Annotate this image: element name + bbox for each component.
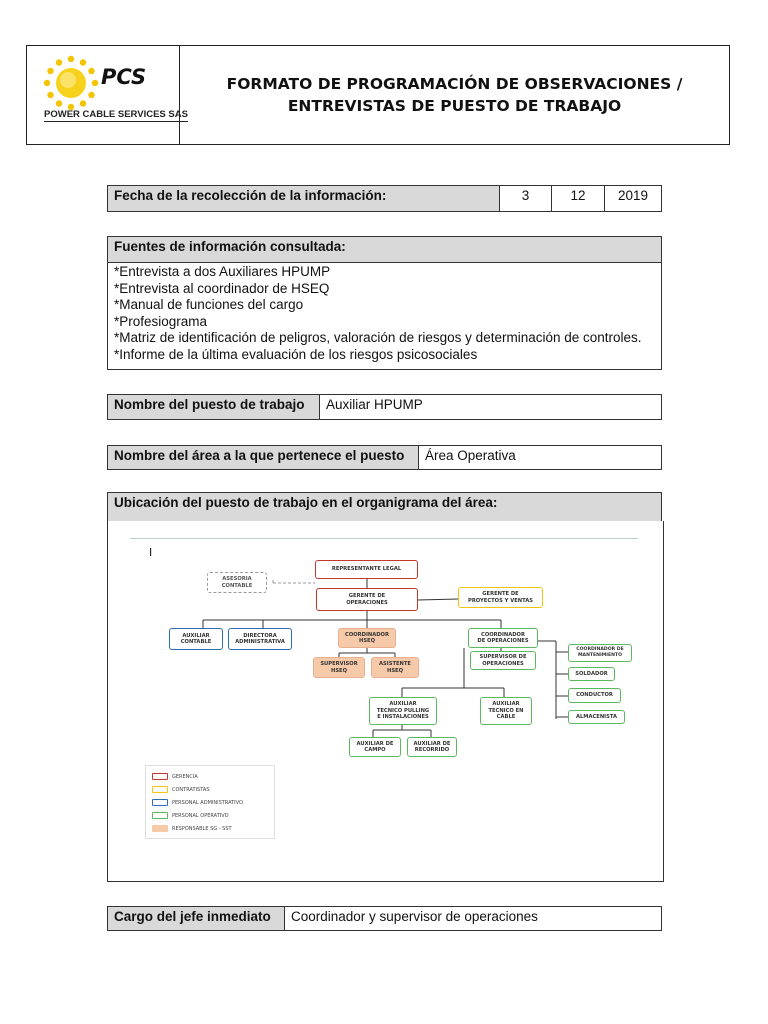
org-box-coord-operaciones — [468, 628, 538, 648]
legend-swatch — [152, 799, 168, 806]
org-text: CABLE — [496, 714, 516, 721]
legend-label: GERENCIA — [172, 774, 198, 780]
org-text: COORDINADOR — [481, 631, 525, 638]
org-box-asistente-hseq — [371, 657, 419, 678]
cursor-mark: I — [149, 546, 153, 559]
org-text: AUXILIAR — [182, 632, 210, 639]
fecha-label: Fecha de la recolección de la información: — [107, 185, 500, 212]
org-box-aux-contable — [169, 628, 223, 650]
list-item: *Profesiograma — [114, 313, 208, 329]
org-box-aux-campo — [349, 737, 401, 757]
org-box-gerente-proyectos — [458, 587, 543, 608]
org-text: TECNICO EN — [488, 707, 524, 714]
org-text: CONTABLE — [221, 582, 253, 589]
org-box-coord-mantenimiento — [568, 644, 632, 662]
org-text: HSEQ — [358, 638, 376, 644]
org-box-asesoria — [207, 572, 267, 593]
fuentes-list — [107, 262, 662, 370]
org-text: CAMPO — [364, 747, 386, 753]
org-text: AUXILIAR DE — [413, 740, 451, 747]
org-text: ASISTENTE — [379, 661, 411, 668]
org-text: CONTABLE — [180, 639, 212, 645]
organigrama — [107, 521, 664, 882]
legend-swatch — [152, 786, 168, 793]
list-item: *Informe de la última evaluación de los riesgos psicosociales — [114, 346, 478, 362]
title-line-2: ENTREVISTAS DE PUESTO DE TRABAJO — [287, 97, 622, 115]
list-item: *Entrevista a dos Auxiliares HPUMP — [114, 264, 331, 279]
org-text: OPERACIONES — [482, 660, 524, 667]
org-box-supervisor-operaciones — [470, 651, 536, 670]
logo-subtitle: POWER CABLE SERVICES SAS — [44, 109, 188, 120]
org-box-soldador: SOLDADOR — [568, 667, 615, 681]
document-title — [180, 46, 729, 144]
org-text: SUPERVISOR — [320, 661, 358, 668]
org-box-supervisor-hseq — [313, 657, 365, 678]
org-text: COORDINADOR — [345, 631, 389, 638]
fecha-year: 2019 — [604, 185, 662, 212]
org-box-representante: REPRESENTANTE LEGAL — [315, 560, 418, 579]
org-text: HSEQ — [330, 667, 348, 674]
jefe-label: Cargo del jefe inmediato — [107, 906, 285, 931]
fecha-month: 12 — [551, 185, 605, 212]
org-text: COORDINADOR DE — [576, 646, 624, 652]
org-text: MANTENIMIENTO — [577, 653, 623, 658]
org-text: E INSTALACIONES — [377, 714, 429, 721]
legend-label: RESPONSABLE SG - SST — [172, 826, 232, 832]
org-text: ASESORIA — [222, 576, 252, 583]
legend-label: PERSONAL OPERATIVO — [172, 813, 229, 819]
legend-swatch — [152, 773, 168, 780]
org-text: GERENTE DE — [348, 593, 386, 600]
org-box-almacenista: ALMACENISTA — [568, 710, 625, 724]
org-box-coord-hseq — [338, 628, 396, 648]
company-logo — [27, 46, 188, 144]
document-header — [26, 45, 730, 145]
org-box-directora — [228, 628, 292, 650]
org-box-aux-cable — [480, 697, 532, 725]
sun-icon — [41, 53, 101, 113]
org-box-gerente-operaciones — [316, 588, 418, 611]
puesto-label: Nombre del puesto de trabajo — [107, 394, 320, 420]
org-box-aux-recorrido — [407, 737, 457, 757]
jefe-value: Coordinador y supervisor de operaciones — [284, 906, 662, 931]
area-value: Área Operativa — [418, 445, 662, 470]
ubicacion-label: Ubicación del puesto de trabajo en el organigrama del área: — [107, 492, 662, 522]
fuentes-label: Fuentes de información consultada: — [107, 236, 662, 263]
legend-swatch — [152, 812, 168, 819]
org-text: AUXILIAR — [492, 701, 520, 708]
org-box-aux-pulling — [369, 697, 437, 725]
org-text: OPERACIONES — [346, 599, 388, 606]
legend-label: CONTRATISTAS — [172, 787, 210, 793]
list-item: *Matriz de identificación de peligros, valoración de riesgos y determinación de controles. — [114, 330, 642, 345]
org-text: GERENTE DE — [482, 591, 519, 598]
area-label: Nombre del área a la que pertenece el puesto — [107, 445, 419, 470]
org-text: RECORRIDO — [414, 747, 450, 753]
org-text: TECNICO PULLING — [376, 707, 430, 714]
logo-text: PCS — [101, 65, 147, 89]
fecha-day: 3 — [499, 185, 552, 212]
org-text: AUXILIAR DE — [356, 740, 394, 747]
org-box-conductor: CONDUCTOR — [568, 688, 621, 703]
org-text: PROYECTOS Y VENTAS — [468, 597, 533, 604]
list-item: *Entrevista al coordinador de HSEQ — [114, 280, 330, 296]
puesto-value: Auxiliar HPUMP — [319, 394, 662, 420]
list-item: *Manual de funciones del cargo — [114, 297, 304, 312]
legend-label: PERSONAL ADMINISTRATIVO — [172, 800, 243, 806]
org-legend — [145, 765, 275, 839]
org-text: HSEQ — [386, 667, 404, 674]
org-text: ADMINISTRATIVA — [235, 639, 285, 645]
org-text: SUPERVISOR DE — [479, 654, 527, 661]
legend-swatch — [152, 825, 168, 832]
org-text: DIRECTORA — [243, 632, 277, 639]
org-text: DE OPERACIONES — [477, 638, 529, 644]
org-text: AUXILIAR — [389, 701, 417, 708]
title-line-1: FORMATO DE PROGRAMACIÓN DE OBSERVACIONES / — [226, 75, 683, 93]
